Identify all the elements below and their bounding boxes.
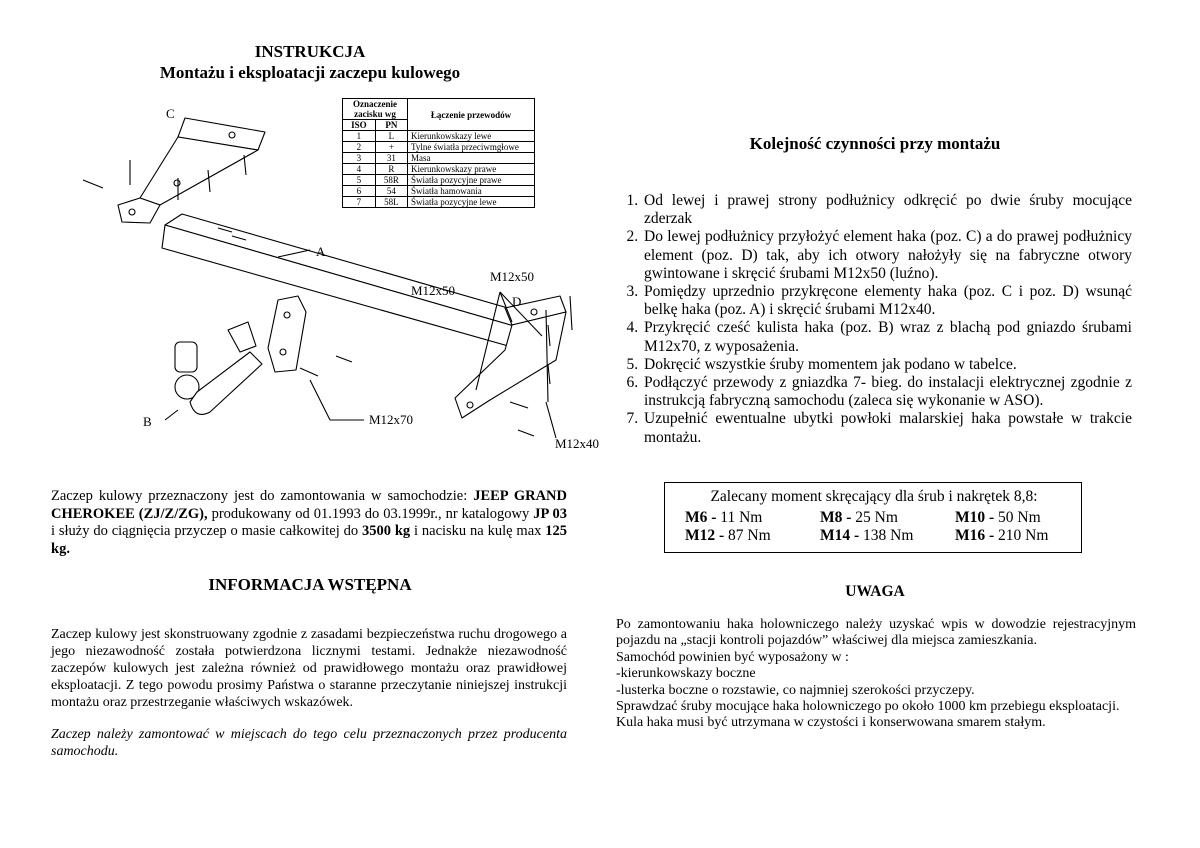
cell-desc: Tylne światła przeciwmgłowe: [408, 142, 535, 153]
document-subtitle: Montażu i eksploatacji zaczepu kulowego: [159, 63, 461, 82]
cell-desc: Kierunkowskazy lewe: [408, 131, 535, 142]
torque-box: [664, 482, 1082, 553]
document-title: INSTRUKCJA: [254, 42, 366, 61]
cell-pn: 54: [375, 186, 407, 197]
wiring-head-connection: Łączenie przewodów: [408, 99, 535, 131]
cell-desc: Światła pozycyjne prawe: [408, 175, 535, 186]
warning-line: Samochód powinien być wyposażony w :: [616, 649, 849, 665]
torque-m8: M8 - 25 Nm: [820, 509, 898, 526]
warning-line: Po zamontowaniu haka holowniczego należy uzyskać wpis w dowodzie rejestracyjnym pojazdu na „stacji kontroli pojazdów” właściwej dla miejsca zamieszkania.: [616, 617, 1136, 649]
label-m12x70: M12x70: [369, 412, 414, 427]
torque-m16: M16 - 210 Nm: [955, 527, 1049, 544]
cell-pn: 58L: [375, 197, 407, 208]
cell-iso: 3: [343, 153, 376, 164]
torque-row: [685, 527, 1063, 545]
list-item: 6. Podłączyć przewody z gniazdka 7- bieg. do instalacji elektrycznej zgodnie z instrukcją fabryczną samochodu (zaleca się wykonanie w ASO).: [642, 374, 1132, 410]
info-italic-note: Zaczep należy zamontować w miejscach do tego celu przeznaczonych przez producenta samochodu.: [51, 727, 567, 759]
warning-line: Kula haka musi być utrzymana w czystości i konserwowana smarem stałym.: [616, 715, 1046, 731]
list-item: 4. Przykręcić cześć kulista haka (poz. B) wraz z blachą pod gniazdo śrubami M12x70, z wyposażenia.: [642, 319, 1132, 355]
label-d: D: [512, 294, 522, 309]
assembly-steps: [616, 192, 1132, 447]
cell-iso: 1: [343, 131, 376, 142]
torque-m14: M14 - 138 Nm: [820, 527, 914, 544]
cell-pn: L: [375, 131, 407, 142]
list-item: 3. Pomiędzy uprzednio przykręcone elementy haka (poz. C i poz. D) wsunąć belkę haka (poz. A) i skręcić śrubami M12x40.: [642, 283, 1132, 319]
wiring-head-designation: Oznaczenie zacisku wg: [343, 99, 408, 120]
cell-pn: R: [375, 164, 407, 175]
intro-paragraph: [51, 488, 567, 558]
info-heading: INFORMACJA WSTĘPNA: [208, 575, 412, 594]
intro-load: 125 kg.: [51, 523, 568, 557]
wiring-head-pn: PN: [375, 120, 407, 131]
intro-mass: 3500 kg: [361, 523, 411, 539]
torque-row: [685, 509, 1063, 527]
cell-iso: 5: [343, 175, 376, 186]
mounting-plate: [268, 296, 306, 372]
cell-iso: 2: [343, 142, 376, 153]
intro-text-2: produkowany od 01.1993 do 03.1999r., nr katalogowy: [207, 505, 534, 522]
bracket-c: [118, 118, 265, 223]
warning-line: -lusterka boczne o rozstawie, co najmniej szerokości przyczepy.: [616, 682, 975, 698]
cell-iso: 4: [343, 164, 376, 175]
label-b: B: [143, 414, 152, 429]
towbar-exploded-diagram: [0, 0, 620, 470]
cell-iso: 6: [343, 186, 376, 197]
cell-iso: 7: [343, 197, 376, 208]
torque-m12: M12 - 87 Nm: [685, 527, 771, 544]
intro-text: Zaczep kulowy przeznaczony jest do zamontowania w samochodzie:: [51, 488, 468, 504]
list-item: 1. Od lewej i prawej strony podłużnicy odkręcić po dwie śruby mocujące zderzak: [642, 192, 1132, 228]
assembly-heading: Kolejność czynności przy montażu: [749, 134, 1001, 153]
cell-pn: 31: [375, 153, 407, 164]
label-m12x40: M12x40: [555, 436, 600, 451]
warning-line: Sprawdzać śruby mocujące haka holowniczego po około 1000 km przebiegu eksploatacji.: [616, 699, 1120, 715]
intro-text-4: i nacisku na kulę max: [410, 523, 546, 539]
cell-pn: +: [375, 142, 407, 153]
list-item: 2. Do lewej podłużnicy przyłożyć element haka (poz. C) a do prawej podłużnicy element (poz. D) tak, aby ich otwory nałożyły się na fabryczne otwory gwintowane i skręcić śrubami M12x50 (luźno).: [642, 228, 1132, 283]
warning-line: -kierunkowskazy boczne: [616, 666, 756, 682]
list-item: 5. Dokręcić wszystkie śruby momentem jak podano w tabelce.: [642, 356, 1132, 374]
intro-text-3: i służy do ciągnięcia przyczep o masie całkowitej do: [51, 523, 362, 539]
ball-part-b: [175, 322, 262, 414]
cell-desc: Kierunkowskazy prawe: [408, 164, 535, 175]
info-paragraph: Zaczep kulowy jest skonstruowany zgodnie z zasadami bezpieczeństwa ruchu drogowego a jego niezawodność została potwierdzona licznymi testami. Jednakże niezawodność zaczepów kulowych jest zależna również od prawidłowego montażu oraz prawidłowej eksploatacji. Z tego powodu prosimy Państwa o staranne przeczytanie niniejszej instrukcji montażu oraz przestrzeganie właściwych wskazówek.: [51, 627, 567, 710]
list-item: 7. Uzupełnić ewentualne ubytki powłoki malarskiej haka powstałe w trakcie montażu.: [642, 410, 1132, 446]
cell-desc: Światła pozycyjne lewe: [408, 197, 535, 208]
warning-text: [616, 617, 1136, 732]
label-a: A: [316, 244, 326, 259]
intro-car: JEEP GRAND CHEROKEE (ZJ/Z/ZG),: [51, 488, 567, 522]
warning-heading: UWAGA: [845, 583, 905, 600]
wiring-head-iso: ISO: [343, 120, 376, 131]
torque-title: Zalecany moment skręcający dla śrub i nakrętek 8,8:: [710, 488, 1038, 505]
cell-desc: Masa: [408, 153, 535, 164]
torque-m6: M6 - 11 Nm: [685, 509, 763, 526]
label-m12x50-right: M12x50: [490, 269, 535, 284]
intro-catalog: JP 03: [533, 505, 567, 522]
torque-m10: M10 - 50 Nm: [955, 509, 1041, 526]
label-m12x50-left: M12x50: [411, 283, 456, 298]
cell-pn: 58R: [375, 175, 407, 186]
cell-desc: Światła hamowania: [408, 186, 535, 197]
label-c: C: [166, 106, 175, 121]
